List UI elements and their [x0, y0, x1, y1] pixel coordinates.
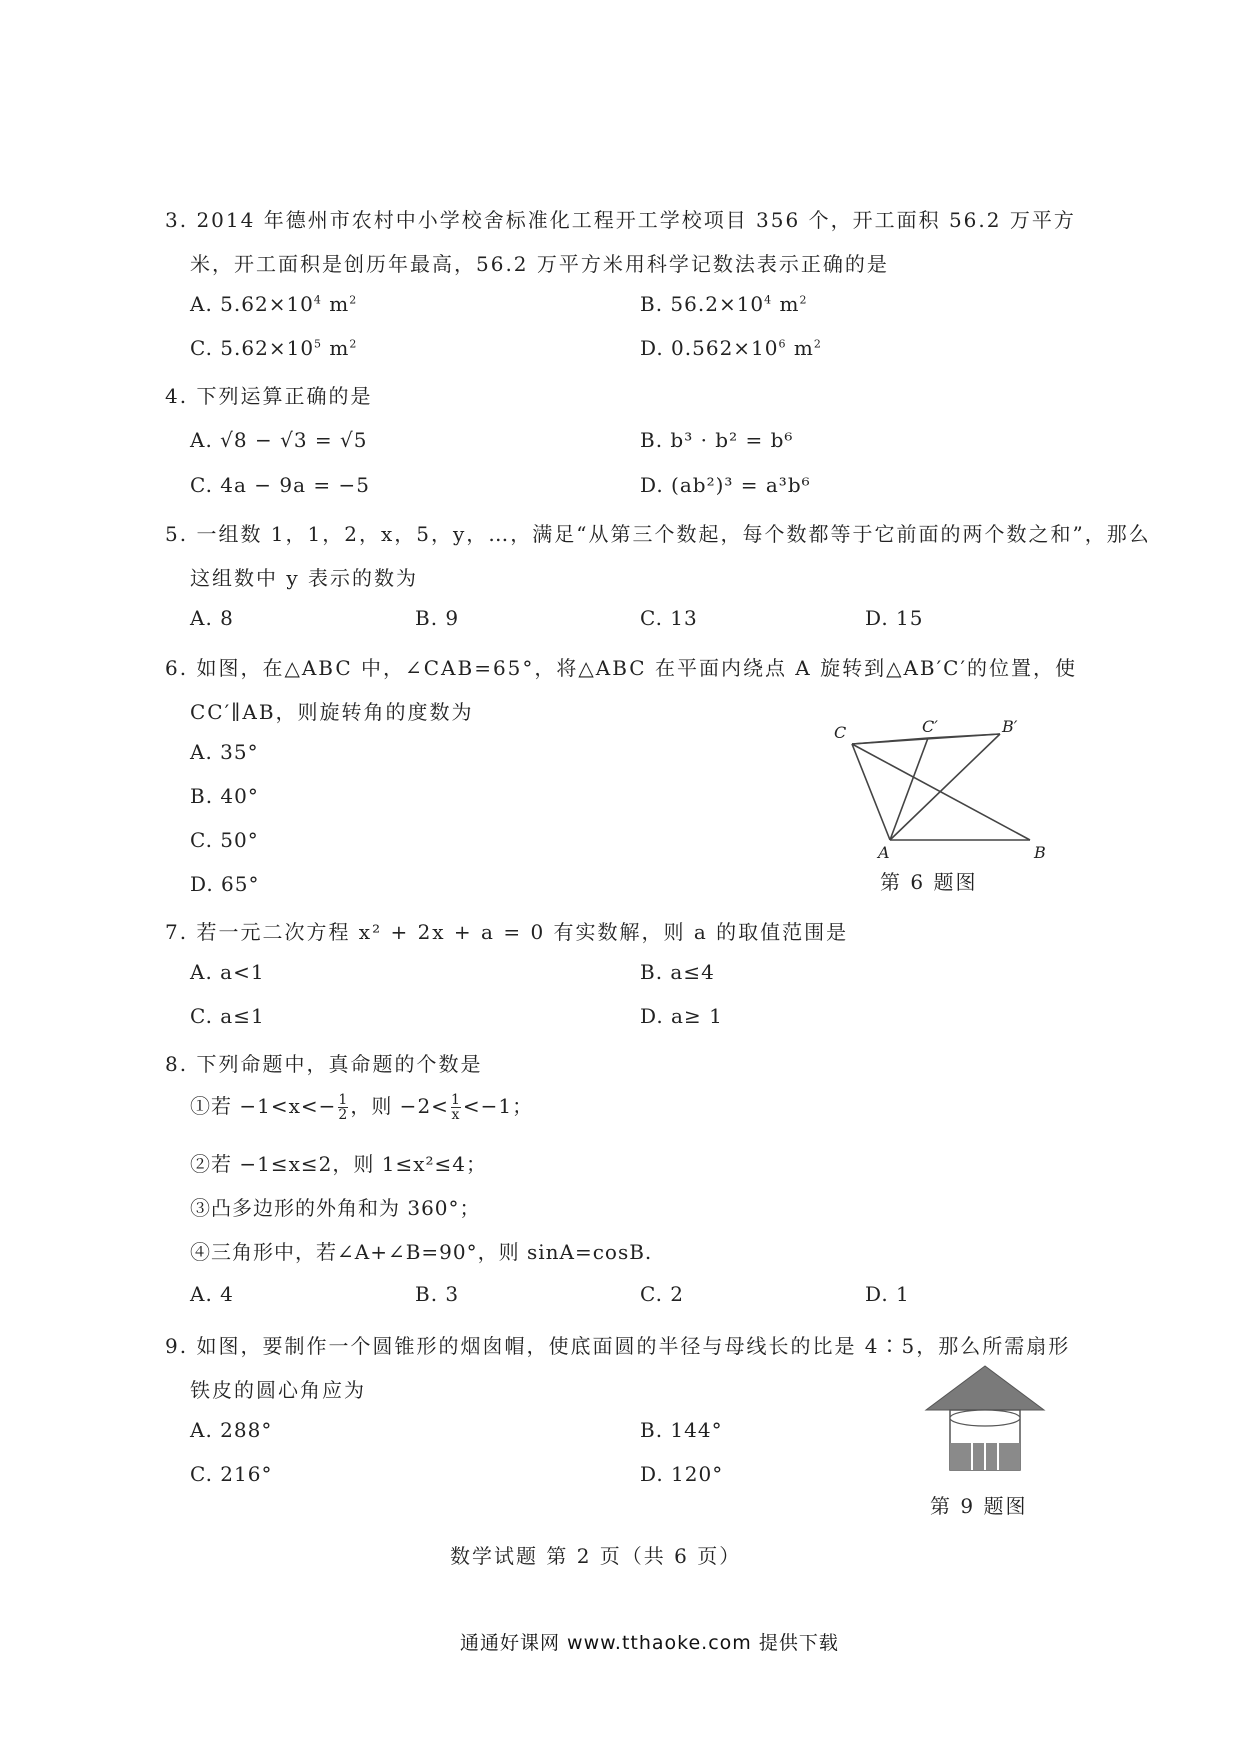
q9-cone-cap — [926, 1366, 1044, 1410]
q8-fraction-one-over-x: $\frac{1}{x}$ — [450, 1092, 461, 1123]
q6-segment-ac-prime — [890, 738, 928, 840]
q6-stem-line1: 6. 如图，在△ABC 中，∠CAB=65°，将△ABC 在平面内绕点 A 旋转到△AB′C′的位置，使 — [165, 656, 1078, 680]
q6-segment-ab-prime — [890, 734, 1000, 840]
q5-stem-line2: 这组数中 y 表示的数为 — [190, 566, 419, 590]
q8-statement-2: ②若 −1≤x≤2，则 1≤x²≤4； — [190, 1152, 487, 1176]
q8-option-c: C. 2 — [640, 1282, 685, 1306]
q5-option-a: A. 8 — [190, 606, 234, 630]
q8-statement-4: ④三角形中，若∠A+∠B=90°，则 sinA=cosB. — [190, 1240, 653, 1264]
q9-stem-line2: 铁皮的圆心角应为 — [190, 1378, 366, 1402]
q3-option-b: B. $56.2\times 10^4$ $m^2$ — [640, 292, 808, 316]
page-footer: 数学试题 第 2 页（共 6 页） — [450, 1544, 742, 1568]
q6-label-c: C — [834, 723, 847, 742]
q9-stem-line1: 9. 如图，要制作一个圆锥形的烟囱帽，使底面圆的半径与母线长的比是 4∶5，那么所需扇形 — [165, 1334, 1071, 1358]
q6-option-a: A. 35° — [190, 740, 259, 764]
q4-option-c: C. 4a − 9a = −5 — [190, 473, 371, 497]
q6-option-b: B. 40° — [190, 784, 259, 808]
q8-option-a: A. 4 — [190, 1282, 234, 1306]
q8-option-b: B. 3 — [415, 1282, 460, 1306]
q5-option-d: D. 15 — [865, 606, 924, 630]
site-footer: 通通好课网 www.tthaoke.com 提供下载 — [460, 1632, 839, 1654]
q4-option-b: B. b³ · b² = b⁶ — [640, 428, 794, 452]
q9-option-b: B. 144° — [640, 1418, 723, 1442]
q6-label-a: A — [878, 843, 890, 860]
q4-option-d: D. (ab²)³ = a³b⁶ — [640, 473, 811, 497]
q6-figure — [830, 720, 1060, 860]
q8-statement-3: ③凸多边形的外角和为 360°； — [190, 1196, 481, 1220]
q9-chimney-cap-figure — [920, 1358, 1050, 1478]
q7-option-d: D. a≥ 1 — [640, 1004, 723, 1028]
q5-stem-line1: 5. 一组数 1，1，2，x，5，y，…，满足“从第三个数起，每个数都等于它前面的两个数之和”，那么 — [165, 522, 1151, 546]
q9-figure-caption: 第 9 题图 — [930, 1494, 1028, 1518]
q3-option-a: A. $5.62\times 10^4$ $m^2$ — [190, 292, 358, 316]
q7-option-c: C. a≤1 — [190, 1004, 265, 1028]
q6-stem-line2: CC′∥AB，则旋转角的度数为 — [190, 700, 474, 724]
q3-stem-line1: 3. 2014 年德州市农村中小学校舍标准化工程开工学校项目 356 个，开工面积 56.2 万平方 — [165, 208, 1076, 232]
q6-figure-caption: 第 6 题图 — [880, 870, 978, 894]
q6-label-c-prime: C′ — [922, 720, 938, 736]
q8-stem: 8. 下列命题中，真命题的个数是 — [165, 1052, 483, 1076]
q9-pipe-top-ellipse — [950, 1410, 1020, 1426]
q4-option-a: A. √8 − √3 = √5 — [190, 428, 368, 452]
q7-option-b: B. a≤4 — [640, 960, 715, 984]
q3-stem-line2: 米，开工面积是创历年最高，56.2 万平方米用科学记数法表示正确的是 — [190, 252, 889, 276]
q9-option-d: D. 120° — [640, 1462, 724, 1486]
q6-option-c: C. 50° — [190, 828, 259, 852]
q8-statement-1: ①若 −1<x<− $\frac{1}{2}$ ，则 −2< $\frac{1}{x}$ <−1； — [190, 1092, 534, 1123]
q6-label-b: B — [1034, 843, 1046, 860]
q5-option-b: B. 9 — [415, 606, 460, 630]
q3-option-d: D. $0.562\times 10^6$ $m^2$ — [640, 336, 822, 360]
q9-option-a: A. 288° — [190, 1418, 273, 1442]
q9-option-c: C. 216° — [190, 1462, 273, 1486]
q7-stem: 7. 若一元二次方程 x² + 2x + a = 0 有实数解，则 a 的取值范围是 — [165, 920, 849, 944]
q6-label-b-prime: B′ — [1002, 720, 1018, 736]
q6-segment-cb — [852, 744, 1030, 840]
q5-option-c: C. 13 — [640, 606, 698, 630]
q8-option-d: D. 1 — [865, 1282, 910, 1306]
q6-segment-ca — [852, 744, 890, 840]
q4-stem: 4. 下列运算正确的是 — [165, 384, 373, 408]
q3-option-c: C. $5.62\times 10^5$ $m^2$ — [190, 336, 358, 360]
q7-option-a: A. a<1 — [190, 960, 265, 984]
q6-option-d: D. 65° — [190, 872, 260, 896]
q8-fraction-one-half: $\frac{1}{2}$ — [338, 1092, 349, 1123]
